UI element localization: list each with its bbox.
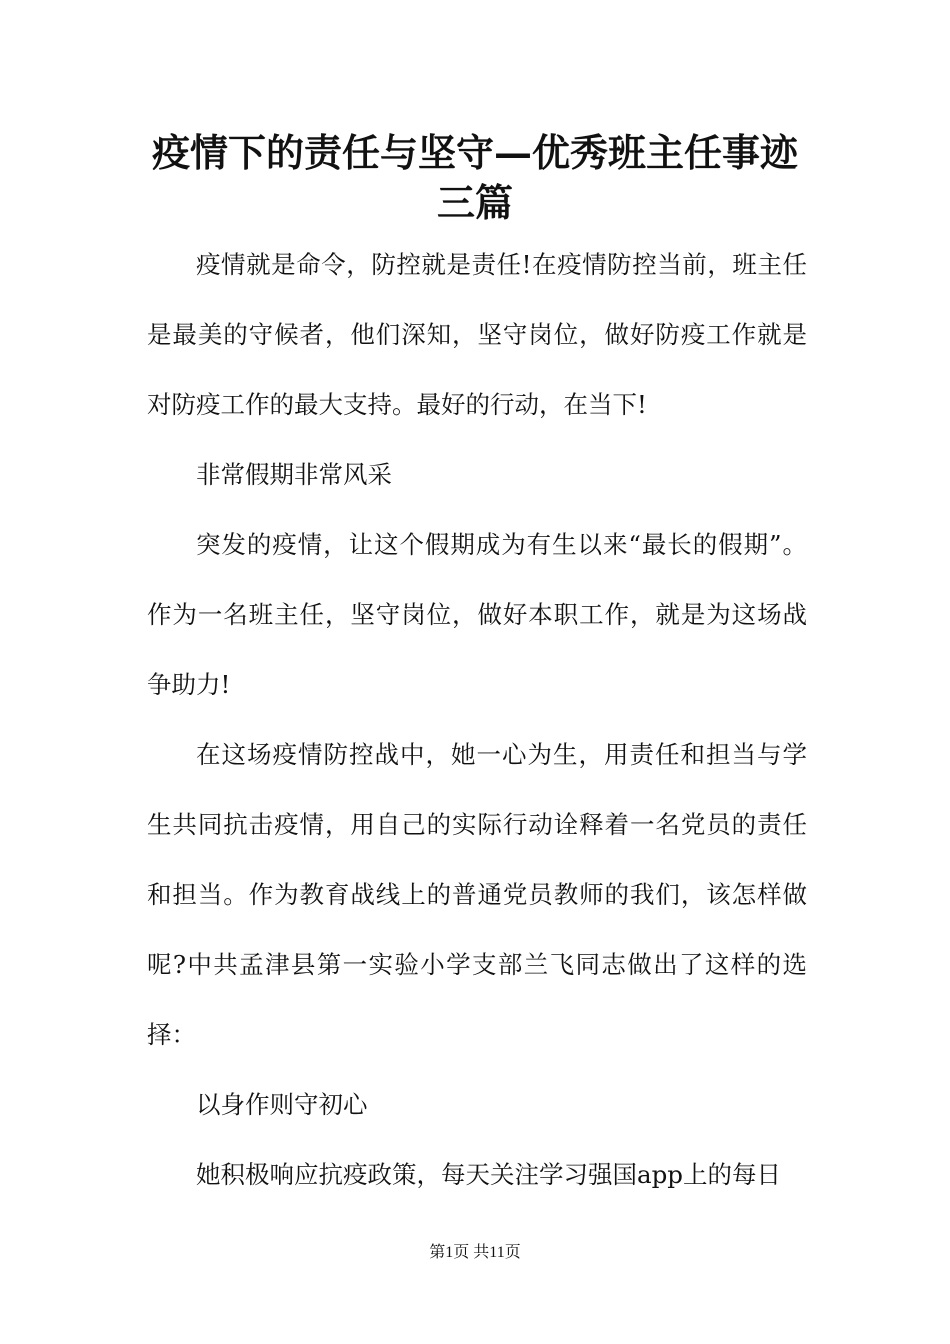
document-title: 疫情下的责任与坚守—优秀班主任事迹三篇 xyxy=(151,130,798,225)
section-heading-example: 以身作则守初心 xyxy=(196,1090,368,1119)
paragraph-holiday: 突发的疫情，让这个假期成为有生以来“最长的假期”。作为一名班主任，坚守岗位，做好本职工作，就是为这场战争助力! xyxy=(147,530,807,699)
section-heading-holiday: 非常假期非常风采 xyxy=(196,460,392,489)
document-body xyxy=(147,230,807,1210)
paragraph-policy: 她积极响应抗疫政策，每天关注学习强国app上的每日 xyxy=(196,1160,781,1189)
paragraph-intro: 疫情就是命令，防控就是责任!在疫情防控当前，班主任是最美的守候者，他们深知，坚守岗位，做好防疫工作就是对防疫工作的最大支持。最好的行动，在当下! xyxy=(147,250,807,419)
paragraph-epidemic-fight: 在这场疫情防控战中，她一心为生，用责任和担当与学生共同抗击疫情，用自己的实际行动诠释着一名党员的责任和担当。作为教育战线上的普通党员教师的我们，该怎样做呢?中共孟津县第一实验小学支部兰飞同志做出了这样的选择： xyxy=(147,740,807,1049)
page-footer: 第1页 共11页 xyxy=(429,1244,521,1261)
